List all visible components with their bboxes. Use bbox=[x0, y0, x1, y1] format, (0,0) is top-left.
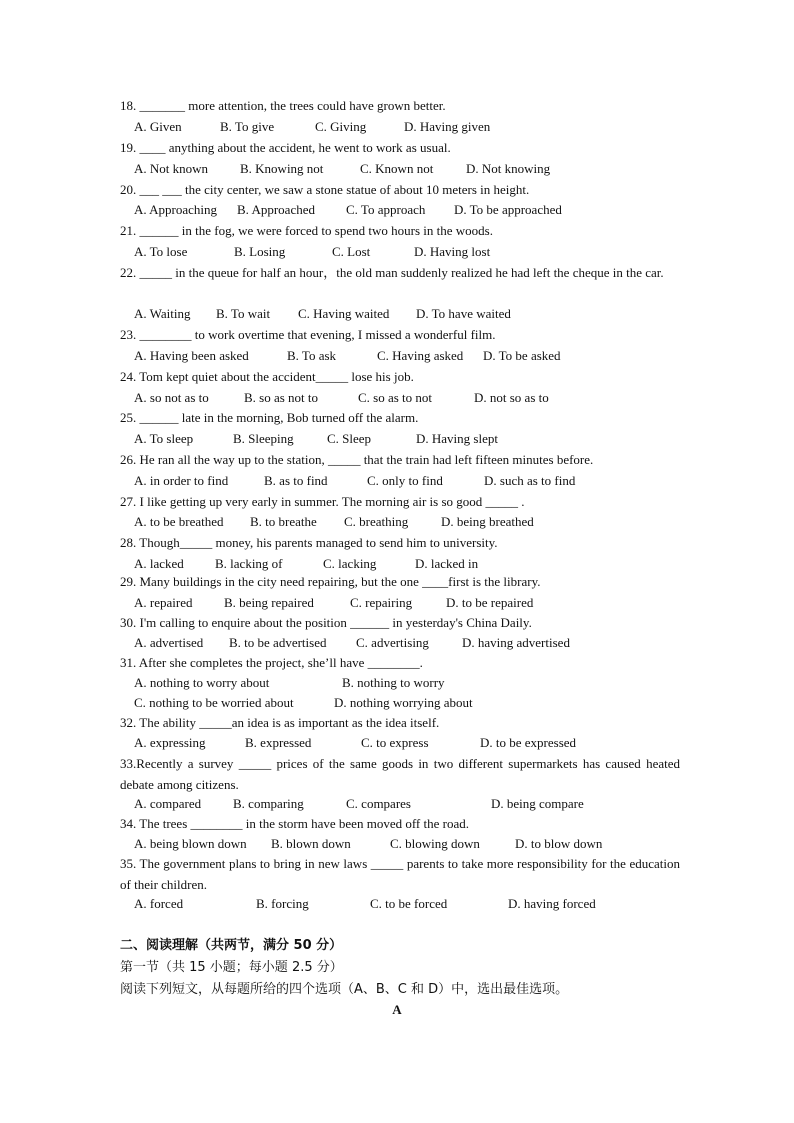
question-35-stem: 35. The government plans to bring in new laws _____ parents to take more responsibility for the education of their children. bbox=[120, 856, 680, 892]
option-d: D. Having given bbox=[404, 119, 491, 134]
option-d: D. To be asked bbox=[483, 348, 561, 363]
option-d: D. being compare bbox=[491, 796, 584, 811]
option-c: C. to be forced bbox=[370, 896, 448, 911]
option-b: B. comparing bbox=[233, 796, 304, 811]
question-31-stem: 31. After she completes the project, she’ll have ________. bbox=[120, 655, 423, 670]
option-c: C. compares bbox=[346, 796, 411, 811]
option-b: B. nothing to worry bbox=[342, 675, 445, 690]
option-a: A. compared bbox=[134, 796, 202, 811]
question-32-stem: 32. The ability _____an idea is as important as the idea itself. bbox=[120, 715, 440, 730]
option-c: C. Having waited bbox=[298, 306, 390, 321]
option-b: B. so as not to bbox=[244, 390, 319, 405]
option-b: B. Knowing not bbox=[240, 161, 324, 176]
option-b: B. being repaired bbox=[224, 595, 314, 610]
question-23-stem: 23. ________ to work overtime that evening, I missed a wonderful film. bbox=[120, 327, 496, 342]
section-title: 二、阅读理解（共两节，满分 50 分） bbox=[120, 938, 343, 953]
option-a: A. advertised bbox=[134, 635, 204, 650]
option-b: B. To wait bbox=[216, 306, 271, 321]
option-d: D. not so as to bbox=[474, 390, 549, 405]
option-d: D. to be repaired bbox=[446, 595, 534, 610]
section-instruction: 阅读下列短文，从每题所给的四个选项（A、B、C 和 D）中，选出最佳选项。 bbox=[120, 982, 569, 997]
option-c: C. repairing bbox=[350, 595, 413, 610]
option-d: D. having advertised bbox=[462, 635, 570, 650]
option-d: D. To have waited bbox=[416, 306, 511, 321]
option-d: D. to blow down bbox=[515, 836, 603, 851]
option-b: B. to breathe bbox=[250, 514, 317, 529]
option-a: A. to be breathed bbox=[134, 514, 224, 529]
question-21-stem: 21. ______ in the fog, we were forced to spend two hours in the woods. bbox=[120, 223, 493, 238]
option-a: A. Waiting bbox=[134, 306, 191, 321]
option-a: A. being blown down bbox=[134, 836, 247, 851]
option-a: A. forced bbox=[134, 896, 184, 911]
option-a: A. lacked bbox=[134, 556, 184, 571]
section-subtitle: 第一节（共 15 小题；每小题 2.5 分） bbox=[120, 960, 343, 975]
option-b: B. to be advertised bbox=[229, 635, 327, 650]
question-27-stem: 27. I like getting up very early in summer. The morning air is so good _____ . bbox=[120, 494, 525, 509]
option-c: C. nothing to be worried about bbox=[134, 695, 294, 710]
option-a: A. expressing bbox=[134, 735, 206, 750]
option-b: B. blown down bbox=[271, 836, 351, 851]
option-c: C. Known not bbox=[360, 161, 434, 176]
question-22-stem: 22. _____ in the queue for half an hour，the old man suddenly realized he had left the cheque in the car. bbox=[120, 265, 664, 280]
option-a: A. Approaching bbox=[134, 202, 218, 217]
option-a: A. Having been asked bbox=[134, 348, 249, 363]
option-d: D. nothing worrying about bbox=[334, 695, 473, 710]
option-a: A. Not known bbox=[134, 161, 209, 176]
option-c: C. Sleep bbox=[327, 431, 372, 446]
question-20-stem: 20. ___ ___ the city center, we saw a stone statue of about 10 meters in height. bbox=[120, 182, 530, 197]
option-d: D. lacked in bbox=[415, 556, 479, 571]
option-c: C. To approach bbox=[346, 202, 426, 217]
option-b: B. Sleeping bbox=[233, 431, 294, 446]
option-d: D. having forced bbox=[508, 896, 596, 911]
option-c: C. Giving bbox=[315, 119, 367, 134]
question-33-stem: 33.Recently a survey _____ prices of the same goods in two different supermarkets has caused heated debate among citizens. bbox=[120, 756, 680, 792]
question-19-stem: 19. ____ anything about the accident, he went to work as usual. bbox=[120, 140, 451, 155]
question-30-stem: 30. I'm calling to enquire about the position ______ in yesterday's China Daily. bbox=[120, 615, 532, 630]
option-c: C. lacking bbox=[323, 556, 377, 571]
option-b: B. To give bbox=[220, 119, 275, 134]
option-c: C. so as to not bbox=[358, 390, 433, 405]
option-a: A. To sleep bbox=[134, 431, 194, 446]
option-d: D. being breathed bbox=[441, 514, 534, 529]
question-34-stem: 34. The trees ________ in the storm have been moved off the road. bbox=[120, 816, 469, 831]
option-b: B. as to find bbox=[264, 473, 328, 488]
option-b: B. To ask bbox=[287, 348, 337, 363]
option-d: D. Having lost bbox=[414, 244, 491, 259]
option-a: A. in order to find bbox=[134, 473, 229, 488]
option-c: C. to express bbox=[361, 735, 429, 750]
option-b: B. Losing bbox=[234, 244, 286, 259]
option-d: D. such as to find bbox=[484, 473, 576, 488]
option-d: D. To be approached bbox=[454, 202, 562, 217]
option-a: A. Given bbox=[134, 119, 182, 134]
option-a: A. so not as to bbox=[134, 390, 209, 405]
option-c: C. only to find bbox=[367, 473, 443, 488]
question-29-stem: 29. Many buildings in the city need repairing, but the one ____first is the library. bbox=[120, 574, 541, 589]
option-a: A. To lose bbox=[134, 244, 188, 259]
option-c: C. blowing down bbox=[390, 836, 480, 851]
option-c: C. Having asked bbox=[377, 348, 464, 363]
option-b: B. lacking of bbox=[215, 556, 283, 571]
passage-label: A bbox=[392, 1002, 402, 1017]
question-24-stem: 24. Tom kept quiet about the accident_____ lose his job. bbox=[120, 369, 414, 384]
option-d: D. Having slept bbox=[416, 431, 498, 446]
question-26-stem: 26. He ran all the way up to the station, _____ that the train had left fifteen minutes before. bbox=[120, 452, 594, 467]
option-d: D. to be expressed bbox=[480, 735, 577, 750]
question-18-stem: 18. _______ more attention, the trees could have grown better. bbox=[120, 98, 446, 113]
option-c: C. Lost bbox=[332, 244, 371, 259]
option-b: B. expressed bbox=[245, 735, 312, 750]
option-c: C. breathing bbox=[344, 514, 409, 529]
option-b: B. forcing bbox=[256, 896, 309, 911]
option-a: A. repaired bbox=[134, 595, 193, 610]
question-28-stem: 28. Though_____ money, his parents managed to send him to university. bbox=[120, 535, 498, 550]
question-25-stem: 25. ______ late in the morning, Bob turned off the alarm. bbox=[120, 410, 419, 425]
option-d: D. Not knowing bbox=[466, 161, 551, 176]
option-a: A. nothing to worry about bbox=[134, 675, 270, 690]
option-c: C. advertising bbox=[356, 635, 429, 650]
option-b: B. Approached bbox=[237, 202, 315, 217]
